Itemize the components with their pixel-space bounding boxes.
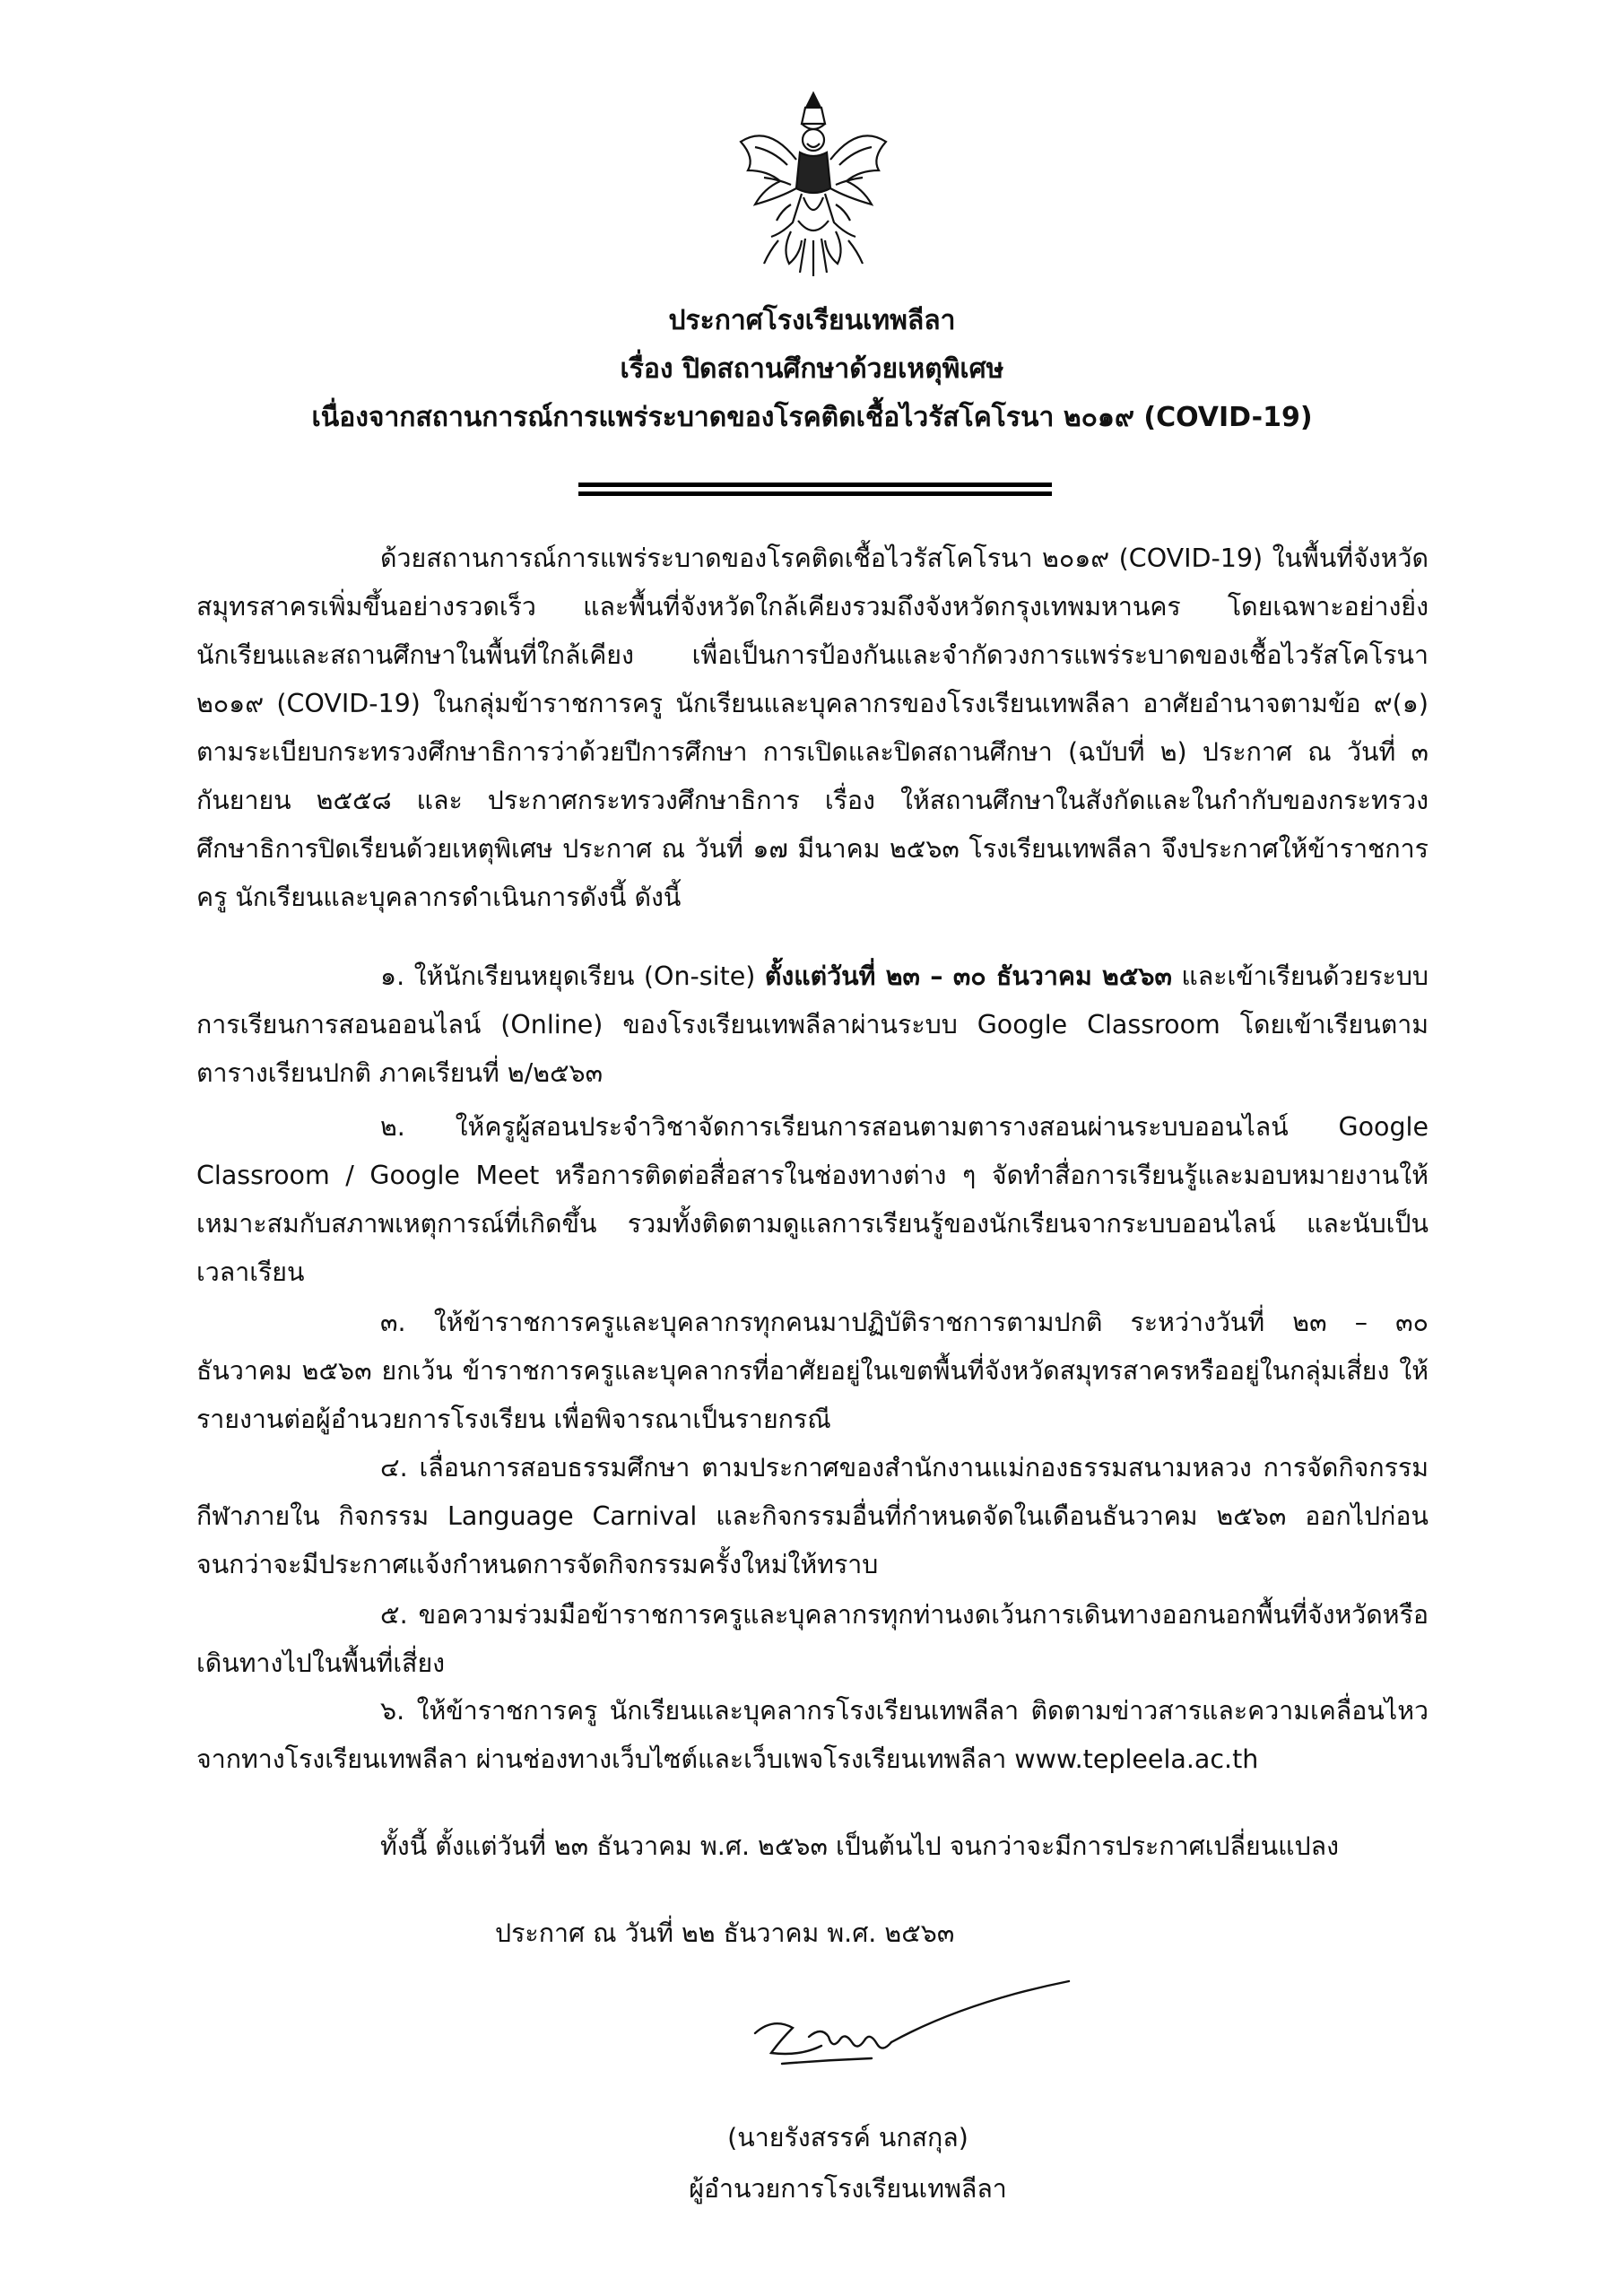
garuda-emblem-icon xyxy=(728,88,899,281)
item-1-text: ๑. ให้นักเรียนหยุดเรียน (On-site) xyxy=(380,961,765,991)
double-rule-top xyxy=(578,483,1052,487)
item-5-paragraph: ๕. ขอความร่วมมือข้าราชการครูและบุคลากรทุกท่านงดเว้นการเดินทางออกนอกพื้นที่จังหวัดหรือเดินทางไปในพื้นที่เสี่ยง xyxy=(196,1600,1429,1678)
item-1-date-range: ตั้งแต่วันที่ ๒๓ – ๓๐ ธันวาคม ๒๕๖๓ xyxy=(764,961,1172,991)
signer-name: (นายรังสรรค์ นกสกุล) xyxy=(727,2123,968,2152)
item-1-text-continued: และเข้าเรียนด้วยระบบการเรียนการสอนออนไลน์ (Online) ของโรงเรียนเทพลีลาผ่านระบบ Google Classroom โดยเข้าเรียนตามตารางเรียนปกติ ภาคเรียนที่ ๒/๒๕๖๓ xyxy=(196,961,1429,1088)
intro-paragraph: ด้วยสถานการณ์การแพร่ระบาดของโรคติดเชื้อไวรัสโคโรนา ๒๐๑๙ (COVID-19) ในพื้นที่จังหวัดสมุทรสาครเพิ่มขึ้นอย่างรวดเร็ว และพื้นที่จังหวัดใกล้เคียงรวมถึงจังหวัดกรุงเทพมหานคร โดยเฉพาะอย่างยิ่งนักเรียนและสถานศึกษาในพื้นที่ใกล้เคียง เพื่อเป็นการป้องกันและจำกัดวงการแพร่ระบาดของเชื้อไวรัสโคโรนา ๒๐๑๙ (COVID-19) ในกลุ่มข้าราชการครู นักเรียนและบุคลากรของโรงเรียนเทพลีลา อาศัยอำนาจตามข้อ ๙(๑) ตามระเบียบกระทรวงศึกษาธิการว่าด้วยปีการศึกษา การเปิดและปิดสถานศึกษา (ฉบับที่ ๒) ประกาศ ณ วันที่ ๓ กันยายน ๒๕๕๘ และ ประกาศกระทรวงศึกษาธิการ เรื่อง ให้สถานศึกษาในสังกัดและในกำกับของกระทรวงศึกษาธิการปิดเรียนด้วยเหตุพิเศษ ประกาศ ณ วันที่ ๑๗ มีนาคม ๒๕๖๓ โรงเรียนเทพลีลา จึงประกาศให้ข้าราชการครู นักเรียนและบุคลากรดำเนินการดังนี้ ดังนี้ xyxy=(196,544,1429,912)
item-2-paragraph: ๒. ให้ครูผู้สอนประจำวิชาจัดการเรียนการสอนตามตารางสอนผ่านระบบออนไลน์ Google Classroom / Google Meet หรือการติดต่อสื่อสารในช่องทางต่าง ๆ จัดทำสื่อการเรียนรู้และมอบหมายงานให้เหมาะสมกับสภาพเหตุการณ์ที่เกิดขึ้น รวมทั้งติดตามดูแลการเรียนรู้ของนักเรียนจากระบบออนไลน์ และนับเป็นเวลาเรียน xyxy=(196,1112,1429,1287)
item-1-paragraph xyxy=(196,952,1429,1098)
effective-date-statement: ทั้งนี้ ตั้งแต่วันที่ ๒๓ ธันวาคม พ.ศ. ๒๕๖๓ เป็นต้นไป จนกว่าจะมีการประกาศเปลี่ยนแปลง xyxy=(380,1831,1340,1861)
announcement-subject: เรื่อง ปิดสถานศึกษาด้วยเหตุพิเศษ xyxy=(620,353,1004,385)
announcement-title: ประกาศโรงเรียนเทพลีลา xyxy=(668,305,956,336)
item-6-paragraph: ๖. ให้ข้าราชการครู นักเรียนและบุคลากรโรงเรียนเทพลีลา ติดตามข่าวสารและความเคลื่อนไหวจากทางโรงเรียนเทพลีลา ผ่านช่องทางเว็บไซต์และเว็บเพจโรงเรียนเทพลีลา www.tepleela.ac.th xyxy=(196,1696,1429,1774)
double-rule-bottom xyxy=(578,491,1052,496)
announcement-reason: เนื่องจากสถานการณ์การแพร่ระบาดของโรคติดเชื้อไวรัสโคโรนา ๒๐๑๙ (COVID-19) xyxy=(311,402,1313,433)
signer-title: ผู้อำนวยการโรงเรียนเทพลีลา xyxy=(689,2174,1007,2204)
signature-icon xyxy=(746,1978,1096,2085)
item-4-paragraph: ๔. เลื่อนการสอบธรรมศึกษา ตามประกาศของสำนักงานแม่กองธรรมสนามหลวง การจัดกิจกรรมกีฬาภายใน กิจกรรม Language Carnival และกิจกรรมอื่นที่กำหนดจัดในเดือนธันวาคม ๒๕๖๓ ออกไปก่อน จนกว่าจะมีประกาศแจ้งกำหนดการจัดกิจกรรมครั้งใหม่ให้ทราบ xyxy=(196,1453,1429,1579)
item-3-paragraph: ๓. ให้ข้าราชการครูและบุคลากรทุกคนมาปฏิบัติราชการตามปกติ ระหว่างวันที่ ๒๓ – ๓๐ ธันวาคม ๒๕๖๓ ยกเว้น ข้าราชการครูและบุคลากรที่อาศัยอยู่ในเขตพื้นที่จังหวัดสมุทรสาครหรืออยู่ในกลุ่มเสี่ยง ให้รายงานต่อผู้อำนวยการโรงเรียน เพื่อพิจารณาเป็นรายกรณี xyxy=(196,1308,1429,1434)
announcement-date: ประกาศ ณ วันที่ ๒๒ ธันวาคม พ.ศ. ๒๕๖๓ xyxy=(495,1918,955,1948)
